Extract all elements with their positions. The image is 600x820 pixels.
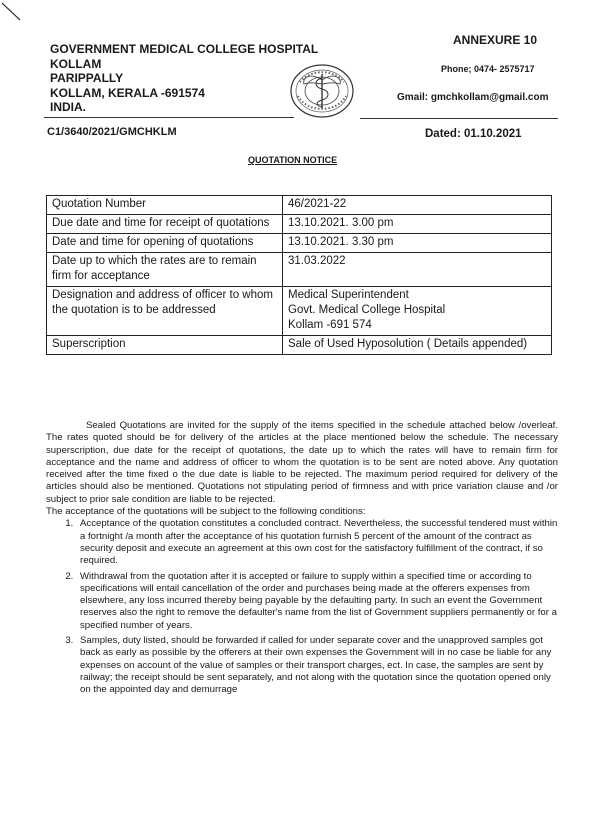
table-row xyxy=(47,336,552,355)
quotation-details-table xyxy=(46,195,552,355)
college-seal-emblem xyxy=(288,62,356,120)
table-row xyxy=(47,234,552,253)
address-line: INDIA. xyxy=(50,100,86,114)
annexure-label: ANNEXURE 10 xyxy=(453,33,538,47)
table-row xyxy=(47,196,552,215)
table-row xyxy=(47,253,552,287)
address-line: PARIPPALLY xyxy=(50,71,124,85)
phone-number: Phone; 0474- 2575717 xyxy=(441,64,535,74)
institution-name: GOVERNMENT MEDICAL COLLEGE HOSPITAL xyxy=(50,42,319,56)
row-value xyxy=(283,196,552,215)
row-label: Due date and time for receipt of quotations xyxy=(47,215,283,234)
notice-body xyxy=(46,420,558,700)
conditions-list xyxy=(46,518,558,696)
row-value xyxy=(283,215,552,234)
row-value-line: 13.10.2021. 3.00 pm xyxy=(288,217,394,229)
conditions-intro: The acceptance of the quotations will be subject to the following conditions: xyxy=(46,506,366,518)
reference-number: C1/3640/2021/GMCHKLM xyxy=(47,126,177,138)
header-divider-left xyxy=(44,117,294,118)
row-value-line: 46/2021-22 xyxy=(288,198,347,210)
row-value-line: Govt. Medical College Hospital xyxy=(288,304,446,316)
institution-address-block xyxy=(50,42,318,115)
row-value xyxy=(283,336,552,355)
table-row xyxy=(47,287,552,336)
condition-item: 3. Samples, duty listed, should be forwarded if called for under separate cover and the unapproved samples got back as early as possible by the offerers at their own expenses the Government will in no case be liable for any expenses on account of the value of samples or their transport charges, ect. In case, the samples are sent by railway; the receipt should be sent separately, and not along with the quotation since the quotation opened only on the appointed day and demurrage xyxy=(76,635,558,696)
row-label: Quotation Number xyxy=(47,196,283,215)
condition-item: 1. Acceptance of the quotation constitutes a concluded contract. Nevertheless, the successful tendered must within a fortnight /a month after the acceptance of his quotation furnish 5 percent of the amount of the contract as security deposit and execute an agreement at this own cost for the satisfactory fulfillment of the contract, if so required. xyxy=(76,518,558,567)
row-value-line: 31.03.2022 xyxy=(288,255,346,267)
condition-item: 2. Withdrawal from the quotation after it is accepted or failure to supply within a specified time or according to specifications will entail cancellation of the order and purchases being made at the offerers expenses from elsewhere, any loss incurred thereby being payable by the defaulting party. In such an event the Government reserves also the right to remove the defaulter's name from the list of Government suppliers permanently or for a specified number of years. xyxy=(76,571,558,632)
table-row xyxy=(47,215,552,234)
row-value xyxy=(283,253,552,287)
header-divider-right xyxy=(360,118,558,119)
row-value-line: Medical Superintendent xyxy=(288,289,409,301)
row-label: Date up to which the rates are to remain firm for acceptance xyxy=(47,253,283,287)
row-label: Superscription xyxy=(47,336,283,355)
row-value xyxy=(283,287,552,336)
row-label: Designation and address of officer to whom the quotation is to be addressed xyxy=(47,287,283,336)
corner-stroke xyxy=(0,0,28,28)
intro-paragraph: Sealed Quotations are invited for the supply of the items specified in the schedule attached below /overleaf. The rates quoted should be for delivery of the articles at the place mentioned below the schedule. The necessary superscription, due date for the receipt of quotations, the date up to which the rates will have to remain firm for acceptance and the name and address of officer to whom the quotation is to be sent are noted above. Any quotation received after the time fixed o the due date is liable to be rejected. The maximum period required for delivery of the articles should also be mentioned. Quotations not stipulating period of firmness and with price variation clause and /or subject to prior sale condition are liable to be rejected. xyxy=(46,420,558,505)
row-value-line: Kollam -691 574 xyxy=(288,319,372,331)
row-value-line: 13.10.2021. 3.30 pm xyxy=(288,236,394,248)
notice-date: Dated: 01.10.2021 xyxy=(425,128,522,140)
row-value-line: Sale of Used Hyposolution ( Details appended) xyxy=(288,338,528,350)
row-value xyxy=(283,234,552,253)
page-title: QUOTATION NOTICE xyxy=(248,155,338,165)
address-line: KOLLAM xyxy=(50,56,102,71)
email-address: Gmail: gmchkollam@gmail.com xyxy=(397,92,549,103)
row-label: Date and time for opening of quotations xyxy=(47,234,283,253)
address-line: KOLLAM, KERALA -691574 xyxy=(50,85,205,100)
